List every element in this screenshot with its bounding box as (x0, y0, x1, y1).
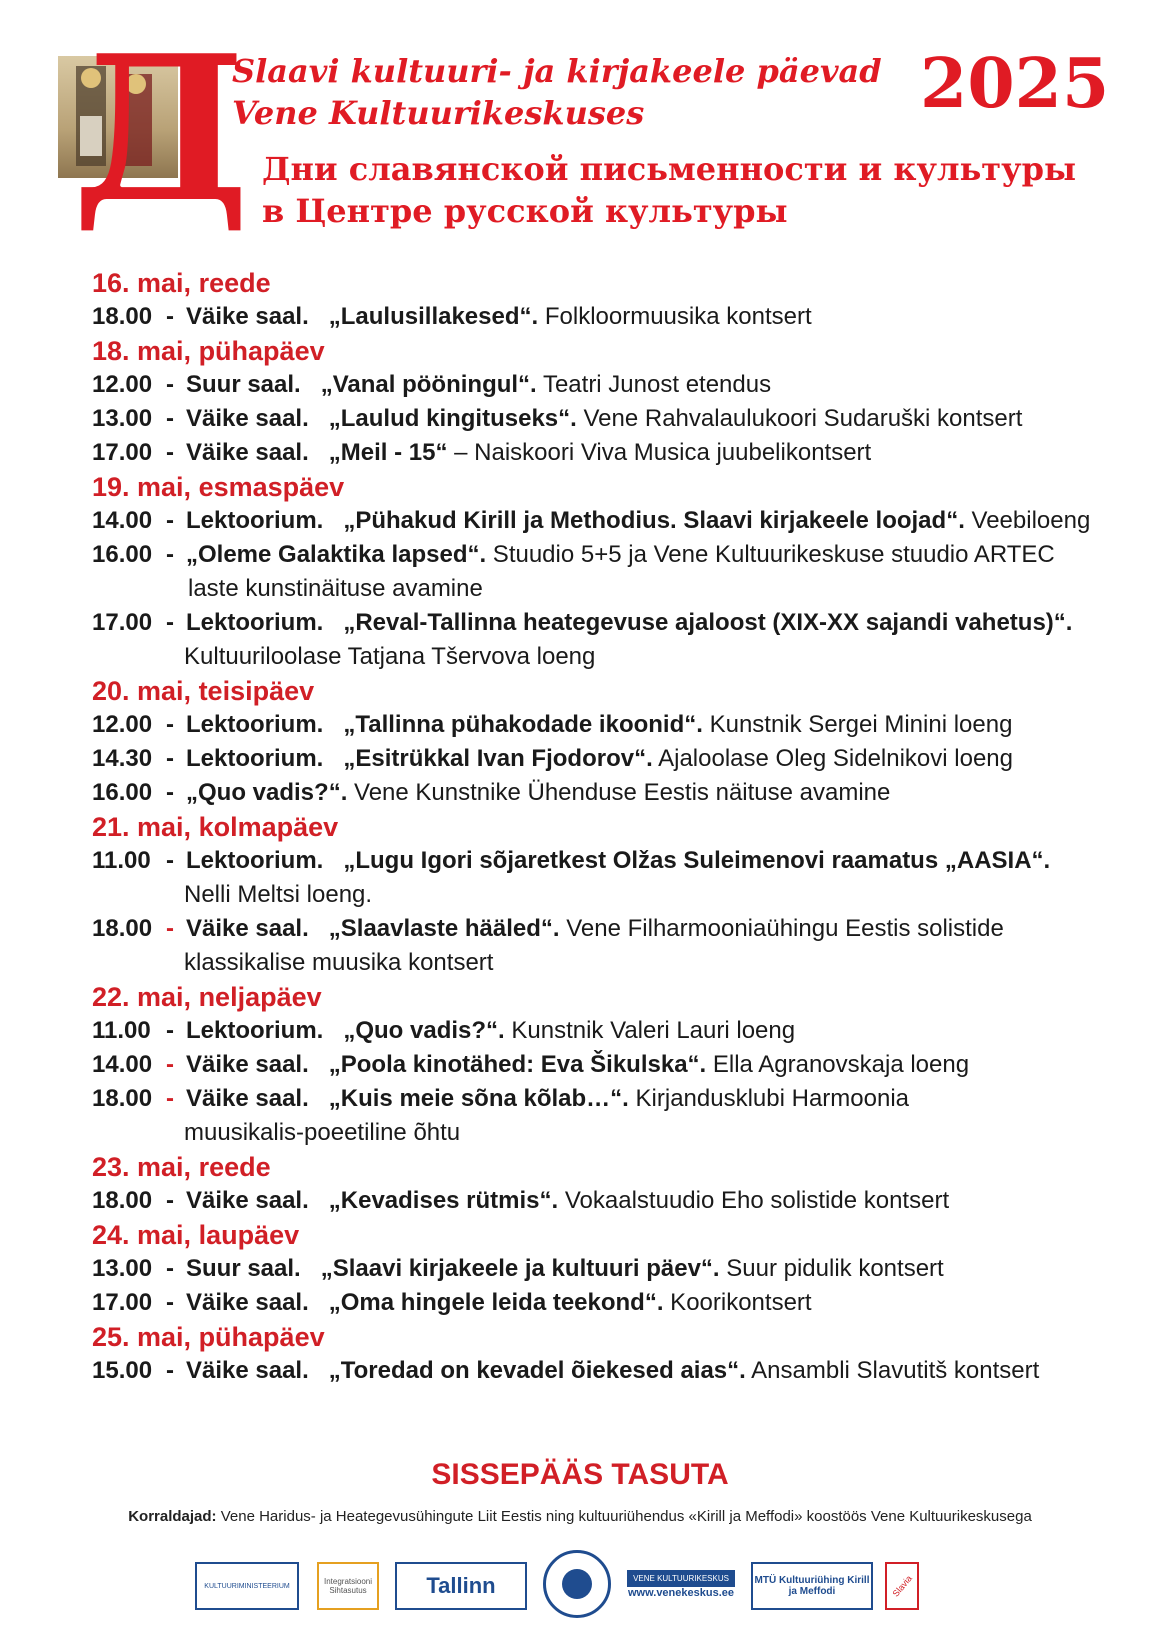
event-title: „Poola kinotähed: Eva Šikulska“. (328, 1051, 707, 1078)
event-venue: Lektoorium. (186, 507, 324, 534)
event-time: 14.00 (92, 507, 153, 534)
event-venue: Väike saal. (186, 303, 309, 330)
event-time: 18.00 (92, 915, 153, 942)
event-content (186, 1184, 949, 1218)
event-title: „Toredad on kevadel õiekesed aias“. (328, 1357, 746, 1384)
event-venue: Väike saal. (186, 405, 309, 432)
event-title: „Slaavi kirjakeele ja kultuuri päev“. (320, 1255, 720, 1282)
event-description: Kirjandusklubi Harmoonia (628, 1085, 909, 1112)
sponsor-logos (195, 1550, 965, 1630)
slavia-logo-text: Slavia (890, 1573, 914, 1599)
day-heading: 22. mai, neljapäev (92, 982, 322, 1012)
event-title: „Quo vadis?“. (186, 779, 348, 806)
event-dash: - (166, 1289, 174, 1316)
event-row (92, 504, 1132, 538)
event-content (186, 504, 1090, 538)
event-venue: Lektoorium. (186, 1017, 324, 1044)
free-entry: SISSEPÄÄS TASUTA (431, 1458, 729, 1491)
event-title: „Kuis meie sõna kõlab…“. (328, 1085, 629, 1112)
event-title: „Slaavlaste hääled“. (328, 915, 560, 942)
event-time: 17.00 (92, 609, 153, 636)
event-row (92, 436, 1132, 470)
event-dash: - (166, 1255, 174, 1282)
event-time: 18.00 (92, 1085, 153, 1112)
event-time: 17.00 (92, 439, 153, 466)
event-content (186, 538, 1055, 572)
event-row (92, 300, 1132, 334)
event-continuation: Kultuuriloolase Tatjana Tšervova loeng (184, 643, 596, 670)
event-title: „Kevadises rütmis“. (328, 1187, 559, 1214)
event-venue: Lektoorium. (186, 745, 324, 772)
slavia-logo (885, 1562, 919, 1610)
event-row (92, 1252, 1132, 1286)
event-row (92, 1082, 1132, 1116)
event-venue: Suur saal. (186, 371, 301, 398)
event-content (186, 1082, 909, 1116)
integration-logo-text: Integratsiooni Sihtasutus (323, 1577, 373, 1595)
event-time: 15.00 (92, 1357, 153, 1384)
event-row (92, 1014, 1132, 1048)
header (0, 0, 1160, 250)
event-venue: Väike saal. (186, 1289, 309, 1316)
event-venue: Väike saal. (186, 1085, 309, 1112)
integration-logo (317, 1562, 379, 1610)
event-description: Koorikontsert (663, 1289, 812, 1316)
event-description: Kunstnik Valeri Lauri loeng (504, 1017, 796, 1044)
event-time: 12.00 (92, 371, 153, 398)
event-row (92, 1184, 1132, 1218)
event-dash: - (166, 609, 174, 636)
event-description: Stuudio 5+5 ja Vene Kultuurikeskuse stuudio ARTEC (486, 541, 1055, 568)
event-dash: - (166, 1051, 174, 1078)
ministry-logo-text: KULTUURIMINISTEERIUM (204, 1582, 290, 1590)
day-heading: 23. mai, reede (92, 1152, 271, 1182)
event-row (92, 844, 1132, 878)
event-dash: - (166, 1187, 174, 1214)
title-ru-line-2: в Центре русской культуры (262, 192, 788, 230)
tallinn-logo-text: Tallinn (426, 1573, 496, 1598)
event-content (186, 912, 1004, 946)
event-dash: - (166, 405, 174, 432)
initial-letter: Д (72, 12, 250, 247)
venekeskus-url: www.venekeskus.ee (628, 1586, 734, 1599)
event-time: 13.00 (92, 1255, 153, 1282)
event-time: 12.00 (92, 711, 153, 738)
title-et-line-2: Vene Kultuurikeskuses (232, 94, 645, 132)
event-venue: Väike saal. (186, 1187, 309, 1214)
day-heading: 24. mai, laupäev (92, 1220, 300, 1250)
seal-logo (543, 1550, 611, 1618)
event-title: „Pühakud Kirill ja Methodius. Slaavi kirjakeele loojad“. (343, 507, 965, 534)
event-description: Ella Agranovskaja loeng (706, 1051, 970, 1078)
event-description: Teatri Junost etendus (536, 371, 772, 398)
event-row (92, 776, 1132, 810)
event-description: Vene Kunstnike Ühenduse Eestis näituse avamine (347, 779, 891, 806)
event-time: 17.00 (92, 1289, 153, 1316)
day-heading: 21. mai, kolmapäev (92, 812, 339, 842)
event-row (92, 606, 1132, 640)
event-description: Folkloormuusika kontsert (538, 303, 812, 330)
event-title: „Quo vadis?“. (343, 1017, 505, 1044)
event-row (92, 402, 1132, 436)
event-description: Kunstnik Sergei Minini loeng (702, 711, 1013, 738)
event-title: „Reval-Tallinna heategevuse ajaloost (XIX-XX sajandi vahetus)“. (343, 609, 1073, 636)
event-row (92, 1286, 1132, 1320)
event-dash: - (166, 779, 174, 806)
event-dash: - (166, 915, 174, 942)
event-description: Ansambli Slavutitš kontsert (745, 1357, 1040, 1384)
title-russian (262, 148, 1076, 232)
event-description: – Naiskoori Viva Musica juubelikontsert (447, 439, 872, 466)
event-title: „Lugu Igori sõjaretkest Olžas Suleimenovi raamatus „AASIA“. (343, 847, 1051, 874)
event-description: Veebiloeng (964, 507, 1091, 534)
event-row (92, 538, 1132, 572)
day-heading: 25. mai, pühapäev (92, 1322, 325, 1352)
event-title: „Vanal pööningul“. (320, 371, 537, 398)
mtu-logo (751, 1562, 873, 1610)
event-row (92, 742, 1132, 776)
day-heading: 19. mai, esmaspäev (92, 472, 345, 502)
event-continuation: klassikalise muusika kontsert (184, 949, 494, 976)
event-time: 18.00 (92, 303, 153, 330)
event-title: „Esitrükkal Ivan Fjodorov“. (343, 745, 653, 772)
event-venue: Väike saal. (186, 915, 309, 942)
organizers-label: Korraldajad: (128, 1508, 217, 1525)
event-description: Ajaloolase Oleg Sidelnikovi loeng (652, 745, 1013, 772)
event-venue: Väike saal. (186, 439, 309, 466)
event-description: Vokaalstuudio Eho solistide kontsert (558, 1187, 950, 1214)
mtu-logo-text: MTÜ Kultuuriühing Kirill ja Meffodi (754, 1575, 870, 1597)
event-content (186, 1354, 1039, 1388)
event-content (186, 402, 1022, 436)
event-time: 16.00 (92, 779, 153, 806)
event-dash: - (166, 847, 174, 874)
title-ru-line-1: Дни славянской письменности и культуры (262, 150, 1077, 188)
event-description: Suur pidulik kontsert (719, 1255, 944, 1282)
event-venue: Suur saal. (186, 1255, 301, 1282)
event-venue: Väike saal. (186, 1357, 309, 1384)
event-continuation: muusikalis-poeetiline õhtu (184, 1119, 461, 1146)
event-content (186, 1286, 812, 1320)
event-title: „Oleme Galaktika lapsed“. (186, 541, 487, 568)
event-time: 14.00 (92, 1051, 153, 1078)
title-estonian (232, 50, 882, 134)
event-dash: - (166, 1357, 174, 1384)
event-content (186, 368, 771, 402)
event-dash: - (166, 371, 174, 398)
event-description: Vene Filharmooniaühingu Eestis solistide (559, 915, 1004, 942)
event-dash: - (166, 303, 174, 330)
event-content (186, 776, 890, 810)
event-content (186, 1014, 795, 1048)
event-continuation: laste kunstinäituse avamine (188, 575, 483, 602)
event-title: „Laulud kingituseks“. (328, 405, 577, 432)
event-time: 11.00 (92, 1017, 151, 1044)
event-content (186, 708, 1012, 742)
day-heading: 20. mai, teisipäev (92, 676, 315, 706)
event-row (92, 368, 1132, 402)
day-heading: 16. mai, reede (92, 268, 271, 298)
event-row (92, 1048, 1132, 1082)
event-venue: Lektoorium. (186, 609, 324, 636)
event-time: 13.00 (92, 405, 153, 432)
event-title: „Tallinna pühakodade ikoonid“. (343, 711, 703, 738)
event-title: „Oma hingele leida teekond“. (328, 1289, 664, 1316)
event-continuation: Nelli Meltsi loeng. (184, 881, 373, 908)
year: 2025 (920, 44, 1110, 124)
event-content (186, 1048, 969, 1082)
event-description: Vene Rahvalaulukoori Sudaruški kontsert (576, 405, 1023, 432)
event-dash: - (166, 711, 174, 738)
event-time: 18.00 (92, 1187, 153, 1214)
event-dash: - (166, 507, 174, 534)
event-time: 14.30 (92, 745, 153, 772)
tallinn-logo (395, 1562, 527, 1610)
event-content (186, 300, 812, 334)
day-heading: 18. mai, pühapäev (92, 336, 325, 366)
event-time: 16.00 (92, 541, 153, 568)
event-title: „Meil - 15“ (328, 439, 448, 466)
event-content (186, 436, 871, 470)
event-venue: Väike saal. (186, 1051, 309, 1078)
organizers (0, 1508, 1160, 1525)
event-row (92, 912, 1132, 946)
title-et-line-1: Slaavi kultuuri- ja kirjakeele päevad (232, 52, 882, 90)
event-time: 11.00 (92, 847, 151, 874)
event-dash: - (166, 745, 174, 772)
event-dash: - (166, 541, 174, 568)
event-content (186, 606, 1072, 640)
event-venue: Lektoorium. (186, 711, 324, 738)
event-dash: - (166, 1085, 174, 1112)
event-row (92, 708, 1132, 742)
event-content (186, 742, 1013, 776)
event-venue: Lektoorium. (186, 847, 324, 874)
ministry-logo (195, 1562, 299, 1610)
event-row (92, 1354, 1132, 1388)
event-dash: - (166, 439, 174, 466)
event-content (186, 1252, 944, 1286)
venekeskus-logo-text: VENE KULTUURIKESKUS (627, 1570, 735, 1587)
organizers-text: Vene Haridus- ja Heategevusühingute Liit Eestis ning kultuuriühendus «Kirill ja Meffodi» koostöös Vene Kultuurikeskusega (216, 1508, 1032, 1525)
schedule (92, 266, 1132, 1388)
event-title: „Laulusillakesed“. (328, 303, 539, 330)
venekeskus-logo (627, 1562, 735, 1606)
event-content (186, 844, 1050, 878)
event-dash: - (166, 1017, 174, 1044)
